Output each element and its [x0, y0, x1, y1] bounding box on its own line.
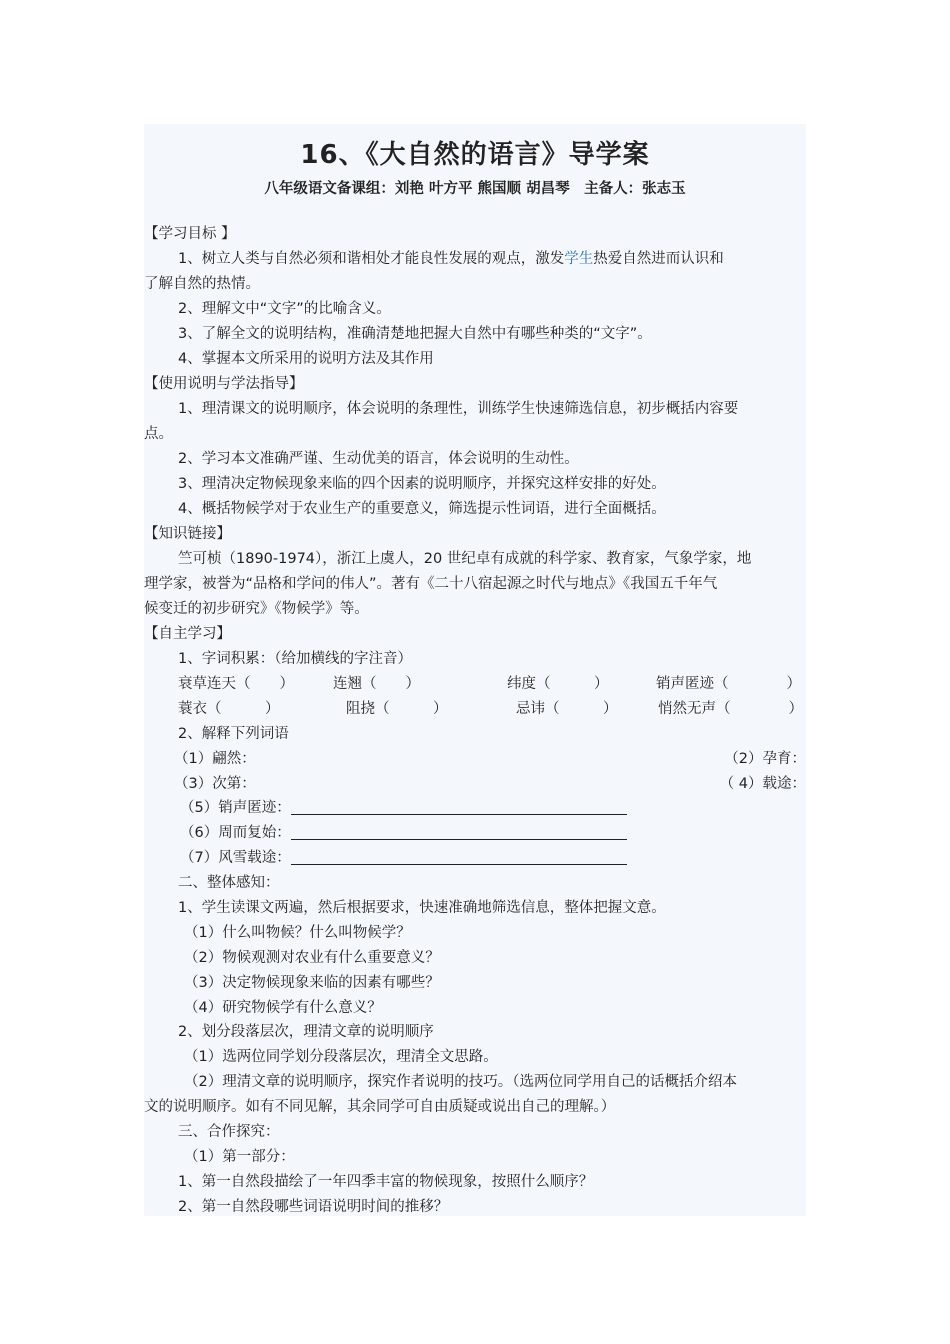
guide-3: 3、理清决定物候现象来临的四个因素的说明顺序，并探究这样安排的好处。	[178, 476, 666, 492]
page-title: 16、《大自然的语言》导学案	[300, 140, 650, 170]
guide-1-cont: 点。	[144, 426, 173, 442]
overview-sub-2: （2）物候观测对农业有什么重要意义？	[184, 950, 440, 966]
answer-blank[interactable]	[291, 823, 627, 840]
explore-question-1: 1、第一自然段描绘了一年四季丰富的物候现象，按照什么顺序？	[178, 1174, 594, 1190]
goal-3: 3、了解全文的说明结构，准确清楚地把握大自然中有哪些种类的“文字”。	[178, 326, 652, 342]
overview-question-2: 2、划分段落层次，理清文章的说明顺序	[178, 1024, 434, 1040]
section-heading-overview: 二、整体感知：	[178, 875, 280, 891]
goal-1: 1、树立人类与自然必须和谐相处才能良性发展的观点，激发学生热爱自然进而认识和	[178, 251, 724, 267]
guide-2: 2、学习本文准确严谨、生动优美的语言，体会说明的生动性。	[178, 451, 579, 467]
overview-question-1: 1、学生读课文两遍，然后根据要求，快速准确地筛选信息，整体把握文意。	[178, 900, 666, 916]
document-page	[144, 124, 806, 1216]
knowledge-line-1: 竺可桢（1890-1974），浙江上虞人，20 世纪卓有成就的科学家、教育家，气象学家，地	[178, 551, 752, 567]
goal-4: 4、掌握本文所采用的说明方法及其作用	[178, 351, 434, 367]
section-heading-knowledge: 【知识链接】	[144, 526, 231, 542]
explain-item-5: （5）销声匿迹：	[180, 796, 627, 820]
section-heading-goals: 【学习目标 】	[144, 226, 236, 242]
vocab-item: 阻挠（ ）	[346, 701, 448, 717]
vocab-question: 1、字词积累：（给加横线的字注音）	[178, 651, 412, 667]
link-students[interactable]: 学生	[564, 251, 594, 267]
section-heading-guide: 【使用说明与学法指导】	[144, 376, 304, 392]
guide-4: 4、概括物候学对于农业生产的重要意义，筛选提示性词语，进行全面概括。	[178, 501, 666, 517]
guide-1: 1、理清课文的说明顺序，体会说明的条理性，训练学生快速筛选信息，初步概括内容要	[178, 401, 739, 417]
section-heading-explore: 三、合作探究：	[178, 1124, 280, 1140]
vocab-item: 忌讳（ ）	[516, 701, 618, 717]
overview-sub-4: （4）研究物候学有什么意义？	[184, 1000, 382, 1016]
goal-2: 2、理解文中“文字”的比喻含义。	[178, 301, 391, 317]
answer-blank[interactable]	[291, 798, 627, 815]
explain-item-1: （1）翩然：	[174, 751, 256, 767]
vocab-item: 蓑衣（ ）	[178, 701, 280, 717]
knowledge-line-3: 候变迁的初步研究》《物候学》等。	[144, 601, 369, 617]
overview-sub-6-cont: 文的说明顺序。如有不同见解，其余同学可自由质疑或说出自己的理解。）	[144, 1099, 616, 1115]
goal-1-cont: 了解自然的热情。	[144, 276, 260, 292]
explain-item-3: （3）次第：	[174, 776, 256, 792]
explain-item-4: （ 4）载途：	[719, 776, 806, 792]
explore-part-1: （1）第一部分：	[184, 1149, 295, 1165]
vocab-item: 衰草连天（ ）	[178, 676, 294, 692]
knowledge-line-2: 理学家，被誉为“品格和学问的伟人”。著有《二十八宿起源之时代与地点》《我国五千年气	[144, 576, 718, 592]
explain-item-2: （2）孕育：	[724, 751, 806, 767]
overview-sub-5: （1）选两位同学划分段落层次，理清全文思路。	[184, 1049, 498, 1065]
vocab-item: 纬度（ ）	[507, 676, 609, 692]
explain-question: 2、解释下列词语	[178, 726, 289, 742]
overview-sub-1: （1）什么叫物候？什么叫物候学？	[184, 925, 411, 941]
overview-sub-3: （3）决定物候现象来临的因素有哪些？	[184, 975, 440, 991]
vocab-item: 销声匿迹（ ）	[656, 676, 801, 692]
section-heading-self-study: 【自主学习】	[144, 626, 231, 642]
answer-blank[interactable]	[291, 848, 627, 865]
explain-item-7: （7）风雪载途：	[180, 846, 627, 870]
page-subtitle: 八年级语文备课组：刘艳 叶方平 熊国顺 胡昌琴 主备人：张志玉	[264, 181, 686, 197]
vocab-item: 连翘（ ）	[333, 676, 420, 692]
explore-question-2: 2、第一自然段哪些词语说明时间的推移？	[178, 1199, 449, 1215]
overview-sub-6: （2）理清文章的说明顺序，探究作者说明的技巧。（选两位同学用自己的话概括介绍本	[184, 1074, 737, 1090]
vocab-item: 悄然无声（ ）	[658, 701, 803, 717]
explain-item-6: （6）周而复始：	[180, 821, 627, 845]
